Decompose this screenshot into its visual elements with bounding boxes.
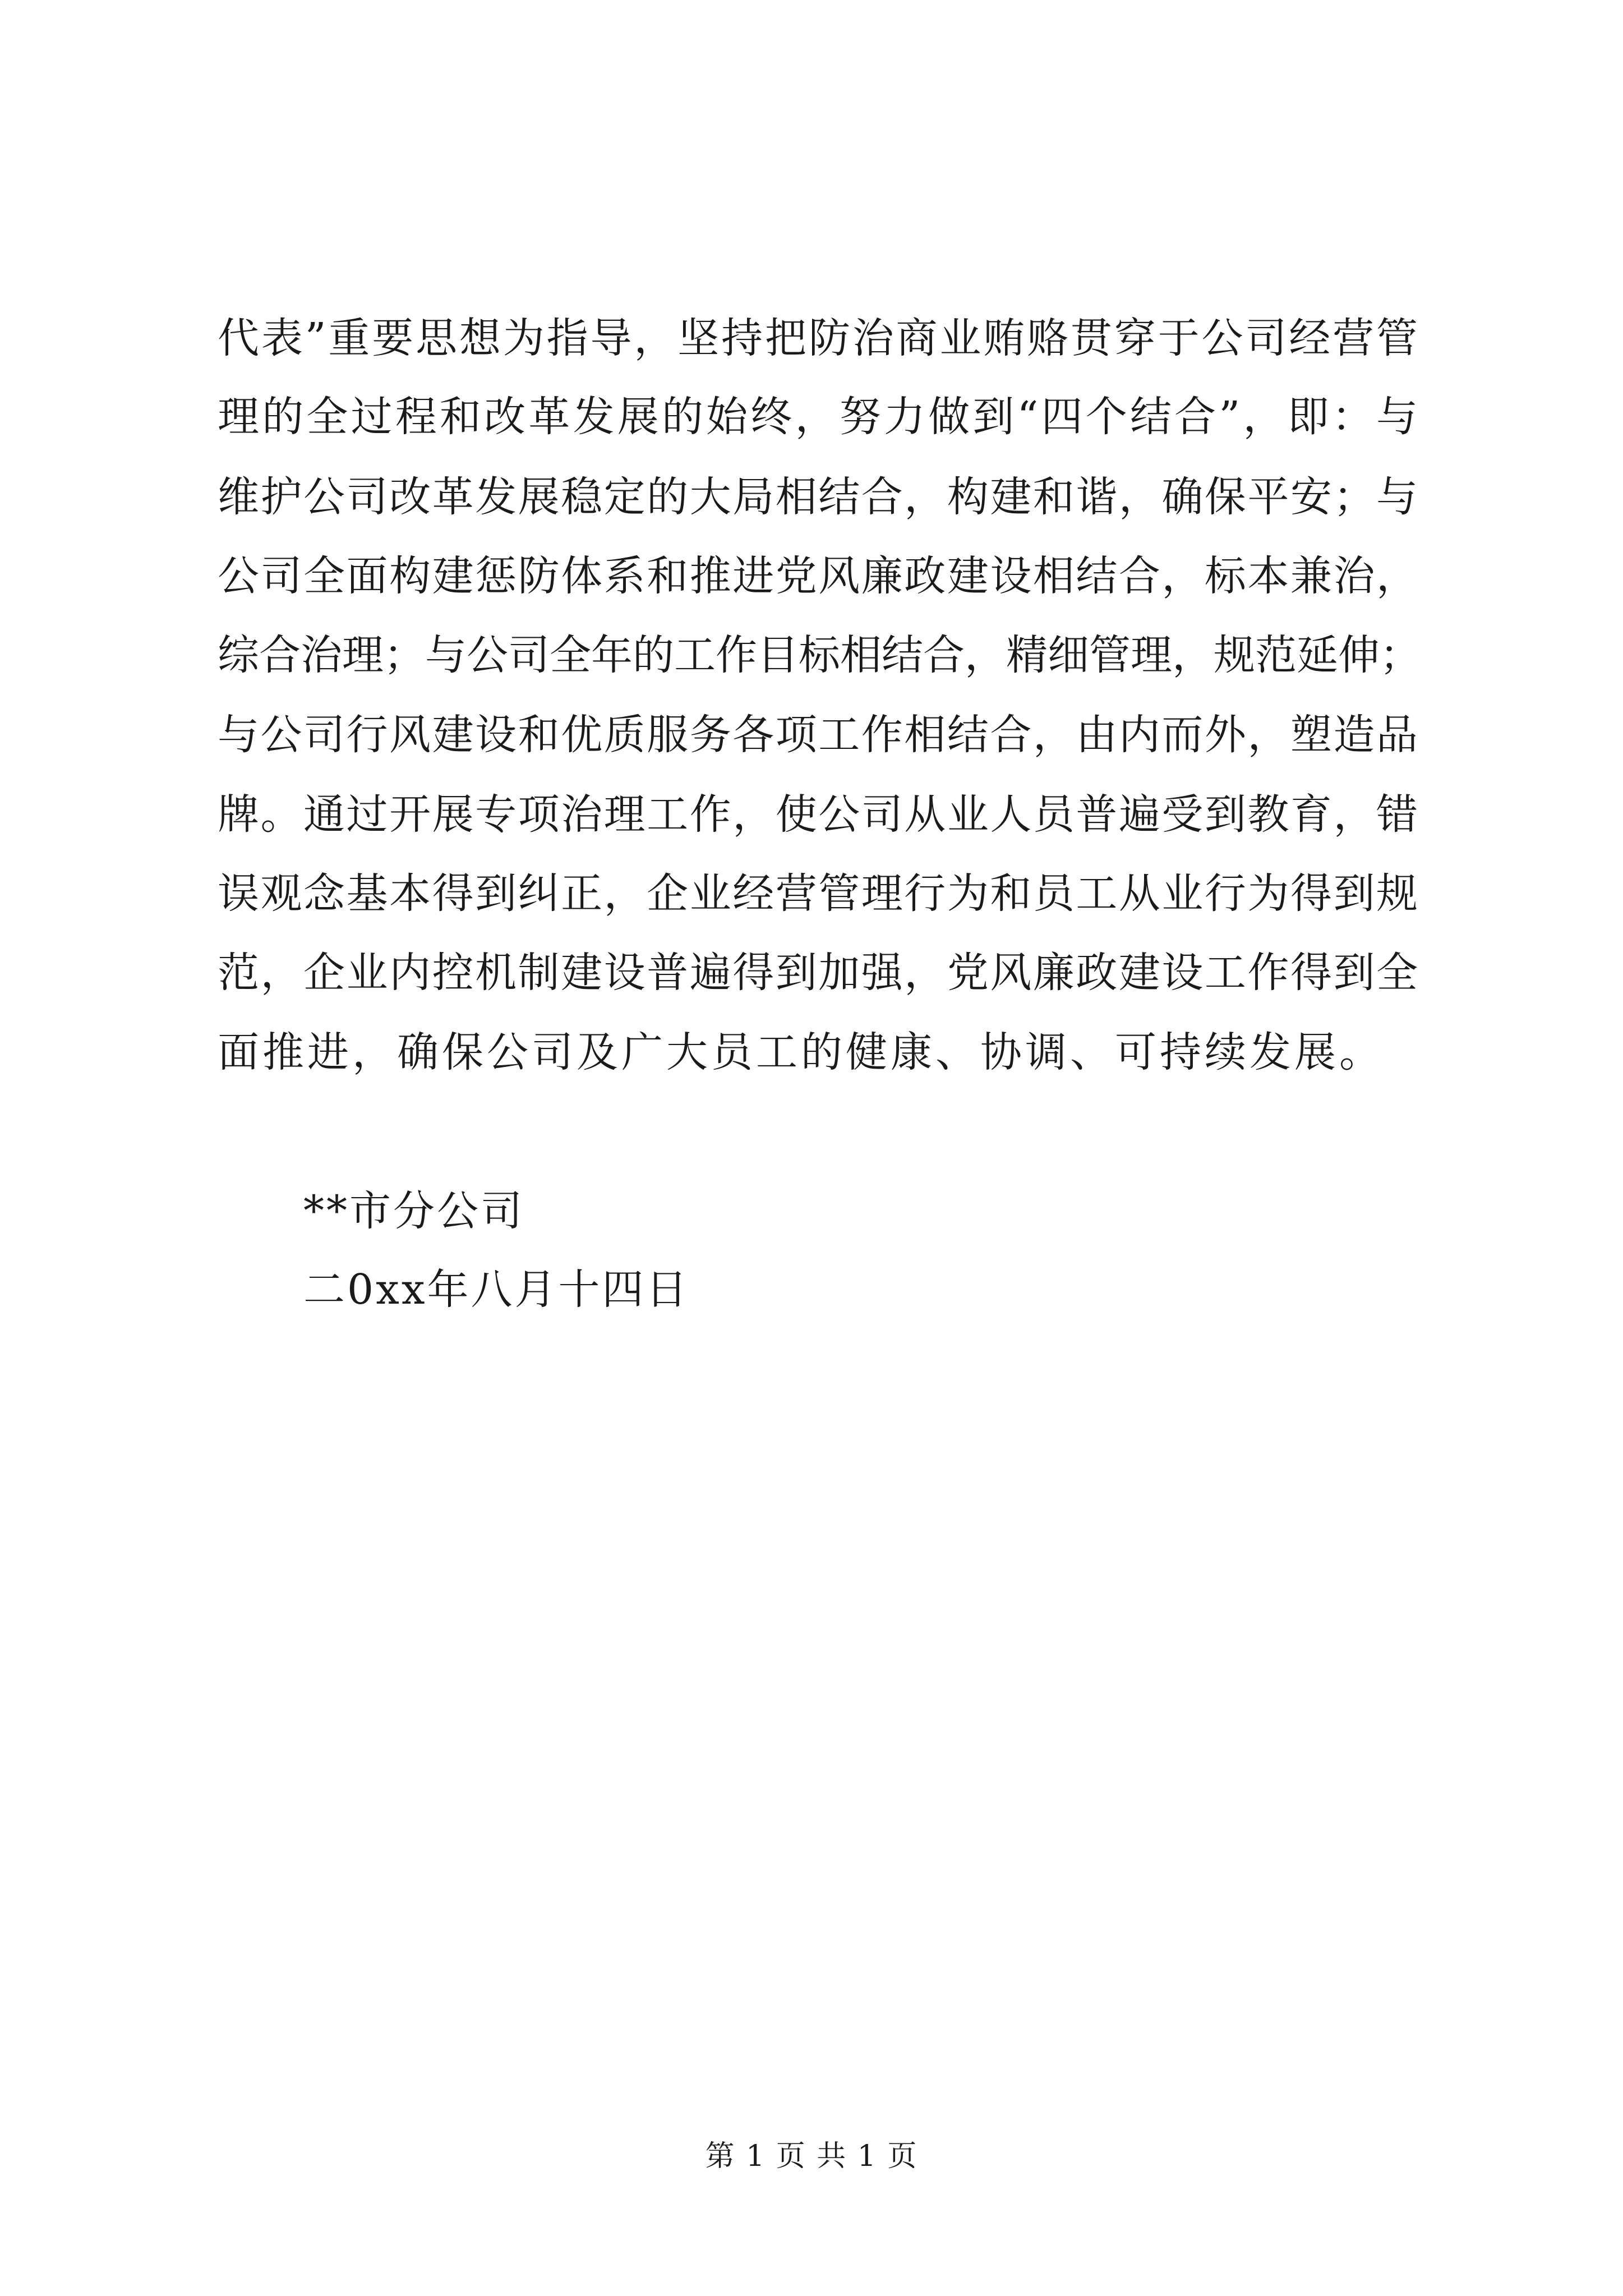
signature-company: **市分公司 bbox=[303, 1187, 524, 1235]
paragraph-line: 理的全过程和改革发展的始终，努力做到“四个结合”，即：与 bbox=[218, 393, 1418, 441]
paragraph-line: 范，企业内控机制建设普遍得到加强，党风廉政建设工作得到全 bbox=[218, 949, 1418, 997]
paragraph-line: 维护公司改革发展稳定的大局相结合，构建和谐，确保平安；与 bbox=[218, 473, 1418, 521]
paragraph-line: 公司全面构建惩防体系和推进党风廉政建设相结合，标本兼治， bbox=[218, 552, 1418, 600]
paragraph-line: 综合治理；与公司全年的工作目标相结合，精细管理，规范延伸； bbox=[218, 631, 1421, 679]
paragraph-line: 代表”重要思想为指导，坚持把防治商业贿赂贯穿于公司经营管 bbox=[218, 314, 1418, 362]
paragraph-line: 面推进，确保公司及广大员工的健康、协调、可持续发展。 bbox=[218, 1028, 1384, 1076]
paragraph-line: 牌。通过开展专项治理工作，使公司从业人员普遍受到教育，错 bbox=[218, 790, 1418, 839]
paragraph-line: 与公司行风建设和优质服务各项工作相结合，由内而外，塑造品 bbox=[218, 711, 1418, 759]
signature-date: 二0xx年八月十四日 bbox=[303, 1266, 690, 1314]
page-footer: 第 1 页 共 1 页 bbox=[705, 2139, 918, 2173]
paragraph-line: 误观念基本得到纠正，企业经营管理行为和员工从业行为得到规 bbox=[218, 869, 1418, 918]
